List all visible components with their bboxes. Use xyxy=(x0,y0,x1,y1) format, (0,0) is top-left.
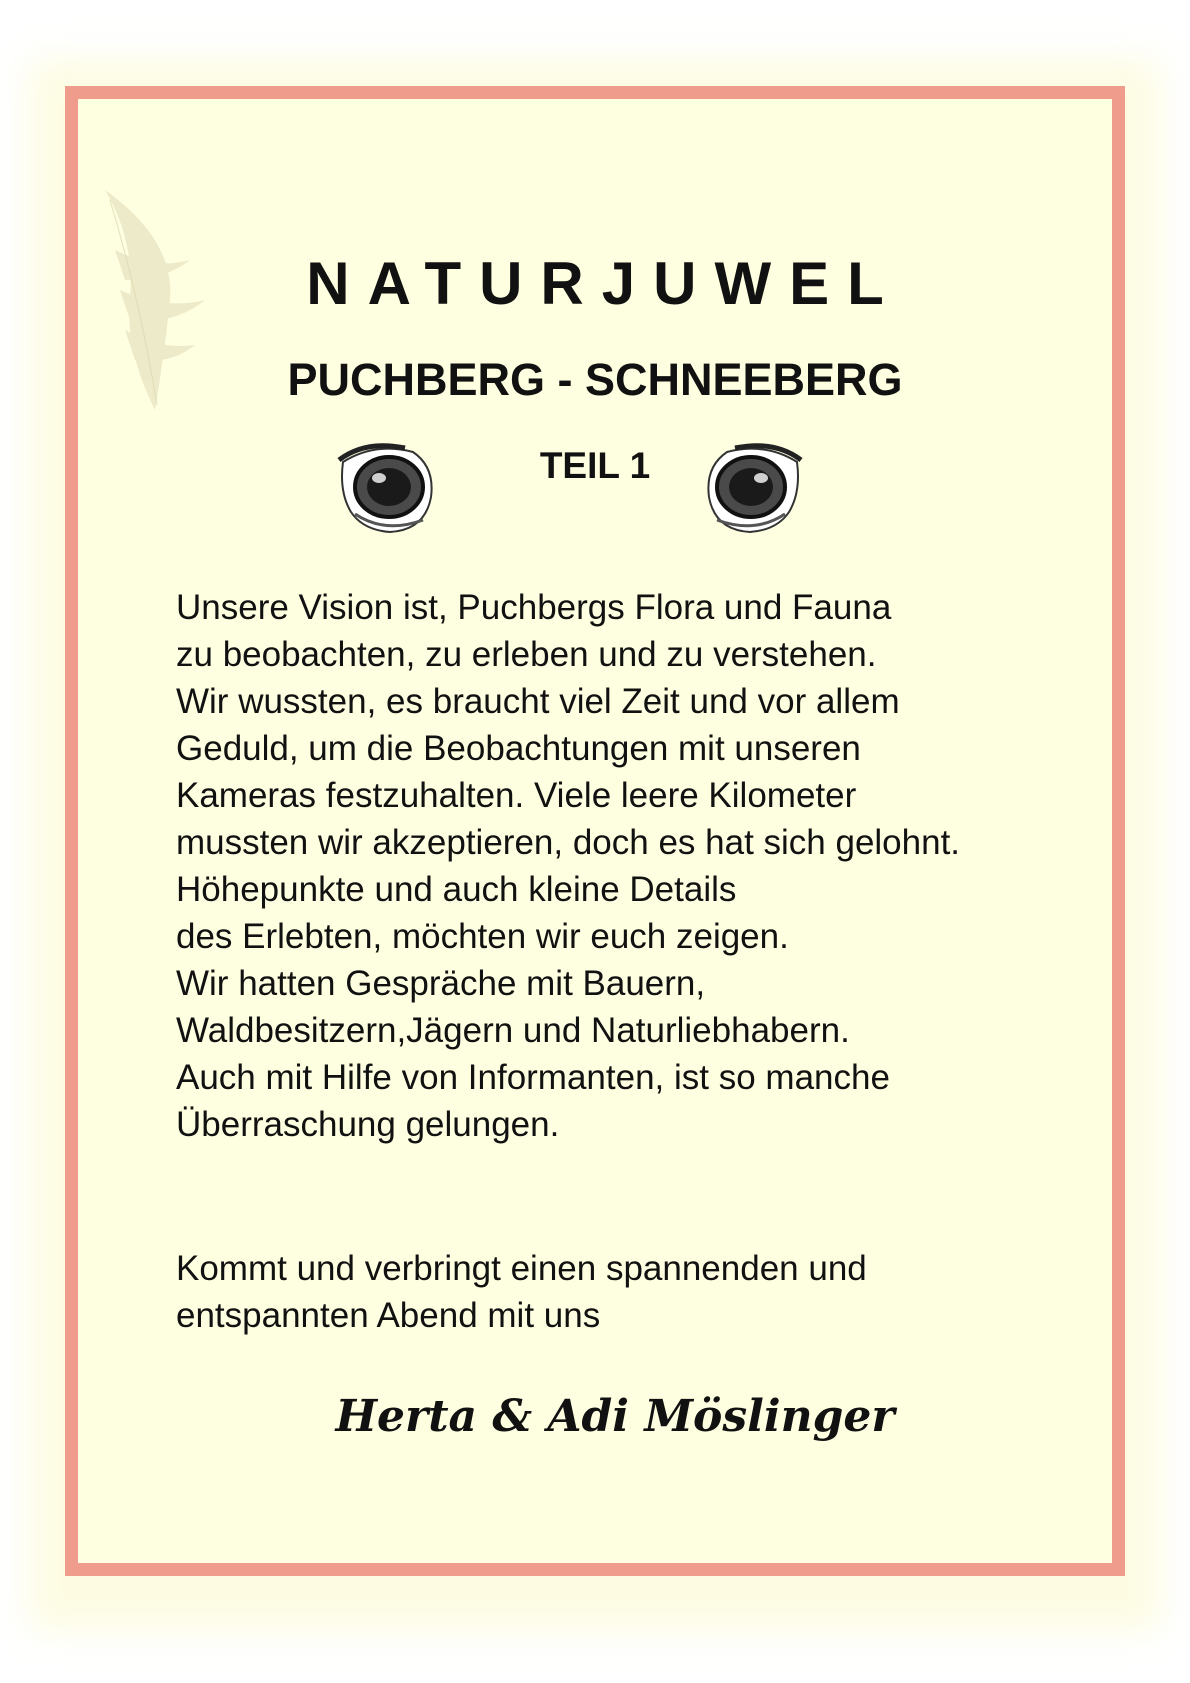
body-line: Auch mit Hilfe von Informanten, ist so manche xyxy=(176,1058,890,1097)
body-line: Geduld, um die Beobachtungen mit unseren xyxy=(176,729,861,768)
animal-eye-icon xyxy=(335,442,447,537)
body-line: Wir wussten, es braucht viel Zeit und vor allem xyxy=(176,682,900,721)
body-line: mussten wir akzeptieren, doch es hat sich gelohnt. xyxy=(176,823,961,862)
poster-subtitle: PUCHBERG - SCHNEEBERG xyxy=(287,354,903,405)
signature: Herta & Adi Möslinger xyxy=(335,1391,895,1442)
animal-eye-icon xyxy=(693,442,805,537)
poster-title: NATURJUWEL xyxy=(306,250,902,317)
body-line: Überraschung gelungen. xyxy=(176,1105,560,1144)
body-line: Wir hatten Gespräche mit Bauern, xyxy=(176,964,706,1003)
part-label: TEIL 1 xyxy=(539,445,651,486)
body-line: Kameras festzuhalten. Viele leere Kilometer xyxy=(176,776,857,815)
vision-paragraph xyxy=(176,584,1096,1148)
body-line: des Erlebten, möchten wir euch zeigen. xyxy=(176,917,789,956)
closing-line: Kommt und verbringt einen spannenden und xyxy=(176,1249,867,1288)
body-line: zu beobachten, zu erleben und zu verstehen. xyxy=(176,635,877,674)
invitation-paragraph xyxy=(176,1245,1076,1339)
body-line: Waldbesitzern,Jägern und Naturliebhabern. xyxy=(176,1011,850,1050)
body-line: Höhepunkte und auch kleine Details xyxy=(176,870,737,909)
body-line: Unsere Vision ist, Puchbergs Flora und Fauna xyxy=(176,588,892,627)
closing-line: entspannten Abend mit uns xyxy=(176,1296,601,1335)
